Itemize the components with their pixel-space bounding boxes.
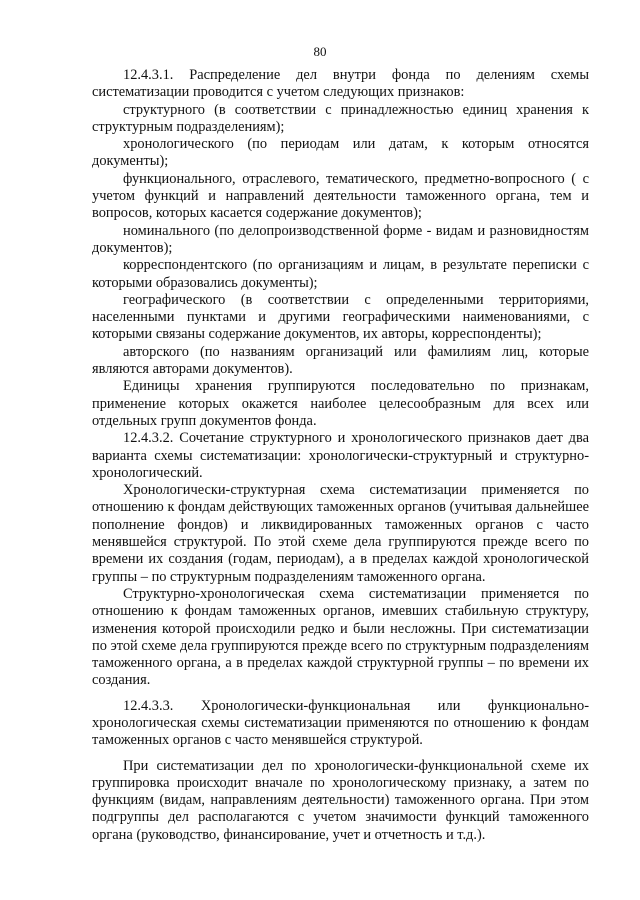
paragraph-12-4-3-3: 12.4.3.3. Хронологически-функциональная или функционально-хронологическая схемы систематизации применяются по отношению к фондам таможенных органов с часто менявшейся структурой. xyxy=(92,697,589,749)
paragraph-12-4-3-2: 12.4.3.2. Сочетание структурного и хронологического признаков дает два варианта схемы систематизации: хронологически-структурный и структурно-хронологический. xyxy=(92,430,589,481)
paragraph-nominal: номинального (по делопроизводственной форме - видам и разновидностям документов); xyxy=(92,222,589,256)
paragraph-chronological: хронологического (по периодам или датам, к которым относятся документы); xyxy=(92,136,589,170)
paragraph-chrono-functional: При систематизации дел по хронологически-функциональной схеме их группировка происходит вначале по хронологическому признаку, а затем по функциям (видам, направлениям деятельности) таможенного органа. При этом подгруппы дел располагаются с учетом значимости функций таможенного органа (руководство, финансирование, учет и отчетность и т.д.). xyxy=(92,757,589,843)
paragraph-correspondent: корреспондентского (по организациям и лицам, в результате переписки с которыми образовались документы); xyxy=(92,257,589,291)
page-number: 80 xyxy=(313,44,327,59)
paragraph-storage-units: Единицы хранения группируются последовательно по признакам, применение которых окажется наиболее целесообразным для всех или отдельных групп документов фонда. xyxy=(92,378,589,429)
paragraph-structural-chrono: Структурно-хронологическая схема систематизации применяется по отношению к фондам таможенных органов, имевших стабильную структуру, изменения которой происходили редко и были несложны. При систематизации по этой схеме дела группируются прежде всего по структурным подразделениям таможенного органа, а в пределах каждой структурной группы – по времени их создания. xyxy=(92,585,589,689)
document-body xyxy=(92,67,589,844)
paragraph-chrono-structural: Хронологически-структурная схема систематизации применяется по отношению к фондам действующих таможенных органов (учитывая дальнейшее пополнение фондов) и ликвидированных таможенных органов с часто менявшейся структурой. По этой схеме дела группируются прежде всего по времени их создания (годам, периодам), а в пределах каждой хронологической группы – по структурным подразделениям таможенного органа. xyxy=(92,482,589,585)
paragraph-functional: функционального, отраслевого, тематического, предметно-вопросного ( с учетом функций и направлений деятельности таможенного органа, тем и вопросов, которых касается содержание документов); xyxy=(92,170,589,222)
paragraph-geographic: географического (в соответствии с определенными территориями, населенными пунктами и другими географическими наименованиями, с которыми связаны содержание документов, их авторы, корреспонденты); xyxy=(92,291,589,343)
paragraph-12-4-3-1: 12.4.3.1. Распределение дел внутри фонда по делениям схемы систематизации проводится с учетом следующих признаков: xyxy=(92,67,589,101)
paragraph-author: авторского (по названиям организаций или фамилиям лиц, которые являются авторами документов). xyxy=(92,343,589,378)
paragraph-structural: структурного (в соответствии с принадлежностью единиц хранения к структурным подразделениям); xyxy=(92,101,589,135)
